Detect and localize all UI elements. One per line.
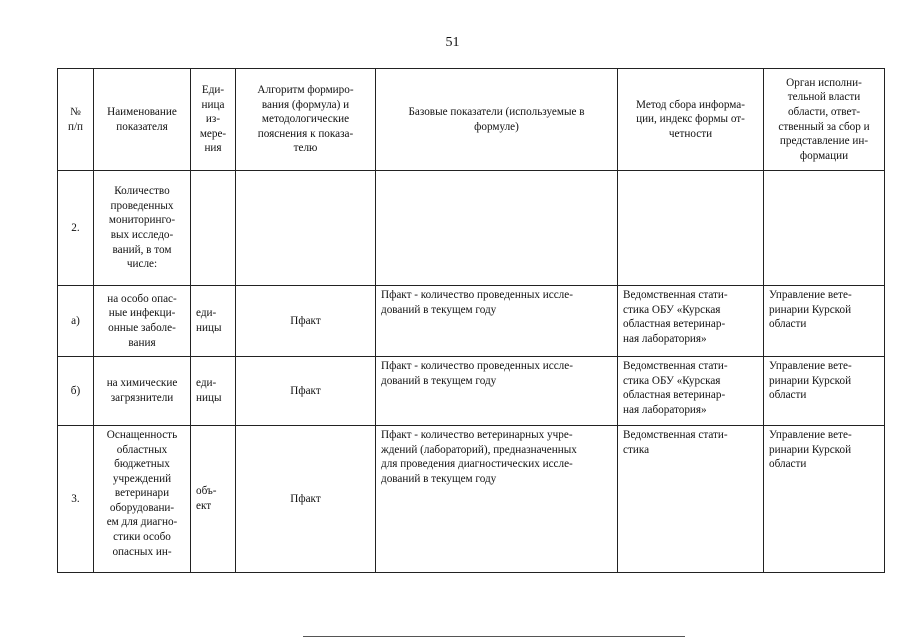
- cell-collection-method: Ведомственная стати- стика: [618, 426, 764, 573]
- header-unit: Еди- ница из- мере- ния: [191, 69, 236, 171]
- cell-indicator-name: Оснащенность областных бюджетных учреждений ветеринари оборудовани- ем для диагно- стики особо опасных ин-: [94, 426, 191, 573]
- cell-formula: [236, 171, 376, 286]
- table-row: [58, 286, 885, 357]
- cell-number: б): [58, 357, 94, 426]
- cell-responsible-body: Управление вете- ринарии Курской области: [764, 426, 885, 573]
- cell-formula: Пфакт: [236, 357, 376, 426]
- header-responsible-body: Орган исполни- тельной власти области, ответ- ственный за сбор и представление ин- формации: [764, 69, 885, 171]
- cell-collection-method: [618, 171, 764, 286]
- cell-number: 2.: [58, 171, 94, 286]
- header-base-indicators: Базовые показатели (используемые в формуле): [376, 69, 618, 171]
- cell-indicator-name: Количество проведенных мониторинго- вых исследо- ваний, в том числе:: [94, 171, 191, 286]
- table-row: [58, 426, 885, 573]
- cell-unit: объ- ект: [191, 426, 236, 573]
- cell-indicator-name: на особо опас- ные инфекци- онные заболе- вания: [94, 286, 191, 357]
- cell-number: 3.: [58, 426, 94, 573]
- cell-formula: Пфакт: [236, 426, 376, 573]
- cell-unit: еди- ницы: [191, 357, 236, 426]
- header-number: № п/п: [58, 69, 94, 171]
- cell-indicator-name: на химические загрязнители: [94, 357, 191, 426]
- table-header-row: [58, 69, 885, 171]
- cell-number: а): [58, 286, 94, 357]
- cell-responsible-body: [764, 171, 885, 286]
- cell-base-indicators: [376, 171, 618, 286]
- table-row: [58, 357, 885, 426]
- cell-responsible-body: Управление вете- ринарии Курской области: [764, 286, 885, 357]
- header-formula: Алгоритм формиро- вания (формула) и методологические пояснения к показа- телю: [236, 69, 376, 171]
- page-number: 51: [445, 35, 460, 50]
- header-indicator-name: Наименование показателя: [94, 69, 191, 171]
- cell-collection-method: Ведомственная стати- стика ОБУ «Курская областная ветеринар- ная лаборатория»: [618, 357, 764, 426]
- header-collection-method: Метод сбора информа- ции, индекс формы от- четности: [618, 69, 764, 171]
- cell-base-indicators: Пфакт - количество проведенных иссле- дований в текущем году: [376, 357, 618, 426]
- cell-unit: еди- ницы: [191, 286, 236, 357]
- cell-unit: [191, 171, 236, 286]
- cell-responsible-body: Управление вете- ринарии Курской области: [764, 357, 885, 426]
- table-row: [58, 171, 885, 286]
- cell-base-indicators: Пфакт - количество проведенных иссле- дований в текущем году: [376, 286, 618, 357]
- cell-formula: Пфакт: [236, 286, 376, 357]
- bottom-divider: [303, 636, 685, 637]
- cell-base-indicators: Пфакт - количество ветеринарных учре- ждений (лабораторий), предназначенных для проведения диагностических иссле- дований в текущем году: [376, 426, 618, 573]
- cell-collection-method: Ведомственная стати- стика ОБУ «Курская областная ветеринар- ная лаборатория»: [618, 286, 764, 357]
- indicators-table: [57, 68, 885, 573]
